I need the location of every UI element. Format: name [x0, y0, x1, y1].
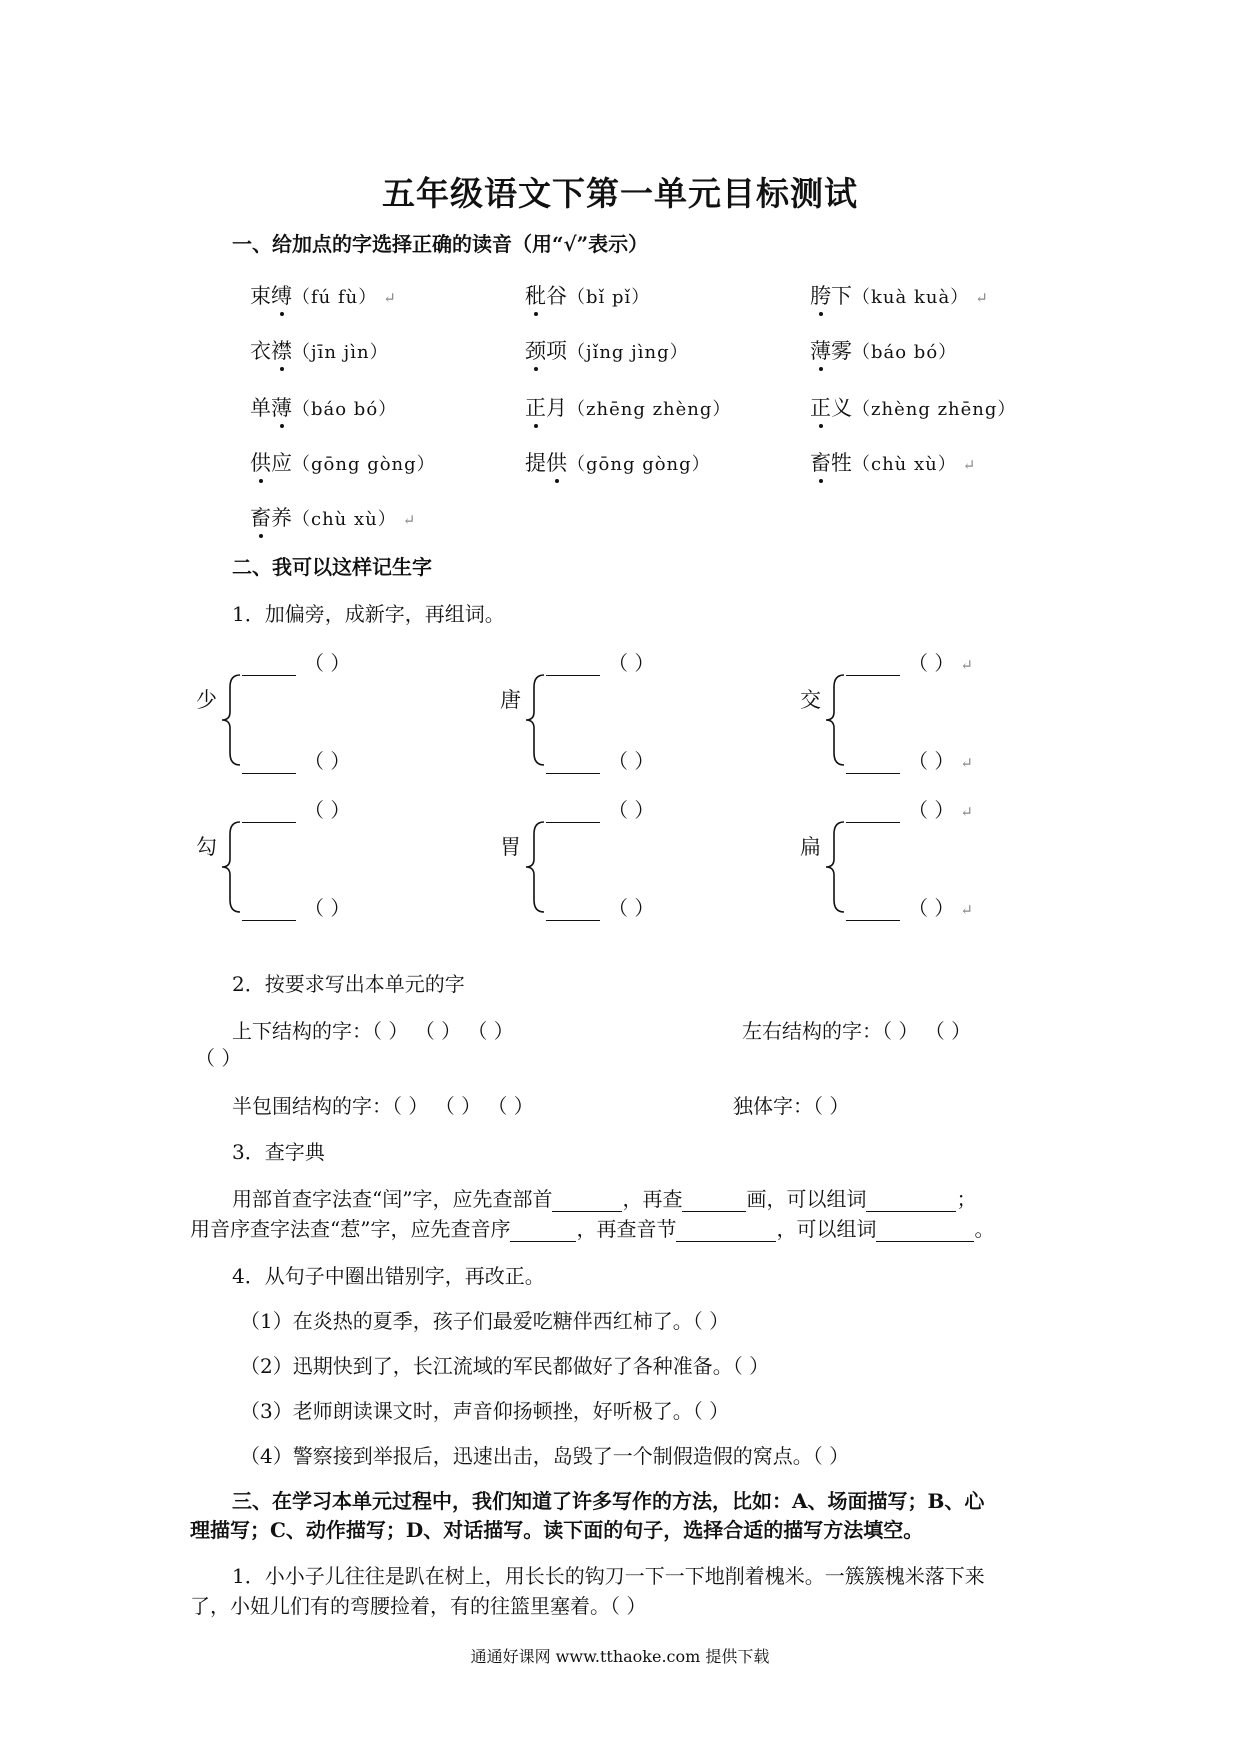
- question-2-4: 4．从句子中圈出错别字，再改正。: [232, 1264, 545, 1288]
- brace-answer-row: [846, 745, 973, 774]
- pinyin-options[interactable]: （báo bó）: [852, 342, 958, 363]
- pinyin-options[interactable]: （jǐng jìng）: [567, 342, 689, 363]
- dictionary-text: 用音序查字法查“惹”字，应先查音序: [190, 1217, 511, 1241]
- brace-answer-row: [846, 892, 973, 921]
- brace-answer-row: [242, 892, 350, 921]
- typo-sentence-2: （2）迅期快到了，长江流域的军民都做好了各种准备。（ ）: [240, 1354, 770, 1378]
- structure-halfsurround: 半包围结构的字：（ ） （ ） （ ）: [232, 1094, 534, 1118]
- blank-syllable[interactable]: [676, 1221, 776, 1242]
- return-mark-icon: ↵: [960, 803, 973, 821]
- structure-leftright: 左右结构的字：（ ） （ ）: [742, 1019, 972, 1043]
- word-char: 束: [250, 284, 271, 308]
- dotted-char: 秕: [525, 284, 546, 308]
- blank-word[interactable]: [876, 1221, 974, 1242]
- curly-brace: [826, 675, 844, 765]
- dotted-char: 薄: [810, 339, 831, 363]
- typo-sentence-4: （4）警察接到举报后，迅速出击，岛毁了一个制假造假的窝点。（ ）: [240, 1444, 850, 1468]
- new-character-blank[interactable]: [846, 900, 900, 921]
- blank-strokes[interactable]: [682, 1191, 746, 1212]
- section3-question-1-line1: 1．小小子儿往往是趴在树上，用长长的钩刀一下一下地削着槐米。一簇簇槐米落下来: [232, 1564, 985, 1588]
- return-mark-icon: ↵: [960, 656, 973, 674]
- blank-radical[interactable]: [552, 1191, 622, 1212]
- blank-word[interactable]: [866, 1191, 956, 1212]
- dictionary-line-1: [232, 1183, 976, 1212]
- dotted-char: 畜: [810, 451, 831, 475]
- new-character-blank[interactable]: [846, 655, 900, 676]
- dictionary-text: 用部首查字法查“闰”字，应先查部首: [232, 1187, 553, 1211]
- structure-updown: 上下结构的字：（ ） （ ） （ ）: [232, 1019, 514, 1043]
- typo-sentence-1: （1）在炎热的夏季，孩子们最爱吃糖伴西红柿了。（ ）: [240, 1309, 730, 1333]
- dotted-char: 胯: [810, 284, 831, 308]
- pinyin-options[interactable]: （fú fù）: [292, 287, 378, 308]
- dotted-char: 供: [546, 451, 567, 475]
- pinyin-options[interactable]: （chù xù）: [852, 454, 957, 475]
- base-character: 唐: [500, 688, 521, 712]
- word-paren[interactable]: （ ）: [304, 798, 351, 822]
- pinyin-options[interactable]: （zhèng zhēng）: [852, 399, 1017, 420]
- word-char: 养: [271, 506, 292, 530]
- return-mark-icon: ↵: [402, 511, 416, 529]
- return-mark-icon: ↵: [962, 456, 976, 474]
- curly-brace: [222, 675, 240, 765]
- word-paren[interactable]: （ ）: [608, 896, 655, 920]
- base-character: 少: [196, 688, 217, 712]
- word-paren[interactable]: （ ）: [608, 651, 655, 675]
- return-mark-icon: ↵: [383, 289, 396, 307]
- question-2-1: 1．加偏旁，成新字，再组词。: [232, 602, 505, 626]
- new-character-blank[interactable]: [546, 753, 600, 774]
- base-character: 勾: [196, 835, 217, 859]
- new-character-blank[interactable]: [242, 655, 296, 676]
- word-paren[interactable]: （ ）: [608, 798, 655, 822]
- new-character-blank[interactable]: [546, 655, 600, 676]
- brace-answer-row: [546, 892, 654, 921]
- dictionary-text: ，再查音节: [576, 1217, 677, 1241]
- curly-brace: [222, 822, 240, 912]
- pinyin-options[interactable]: （gōng gòng）: [567, 454, 711, 475]
- pinyin-options[interactable]: （chù xù）: [292, 509, 397, 530]
- brace-answer-row: [242, 745, 350, 774]
- structure-leftright-extra: （ ）: [195, 1046, 242, 1070]
- word-paren[interactable]: （ ）: [908, 798, 955, 822]
- new-character-blank[interactable]: [242, 753, 296, 774]
- dotted-char: 缚: [271, 284, 292, 308]
- base-character: 胃: [500, 835, 521, 859]
- pinyin-options[interactable]: （jīn jìn）: [292, 342, 389, 363]
- typo-sentence-3: （3）老师朗读课文时，声音仰扬顿挫，好听极了。（ ）: [240, 1399, 730, 1423]
- dictionary-text: 。: [974, 1217, 995, 1241]
- section1-heading: 一、给加点的字选择正确的读音（用“√”表示）: [232, 232, 649, 256]
- dotted-char: 正: [810, 396, 831, 420]
- base-character: 扁: [800, 835, 821, 859]
- word-char: 提: [525, 451, 546, 475]
- curly-brace: [526, 675, 544, 765]
- pinyin-options[interactable]: （zhēng zhèng）: [567, 399, 732, 420]
- pinyin-options[interactable]: （bǐ pǐ）: [567, 287, 651, 308]
- new-character-blank[interactable]: [242, 900, 296, 921]
- word-char: 谷: [546, 284, 567, 308]
- new-character-blank[interactable]: [546, 802, 600, 823]
- dotted-char: 薄: [271, 396, 292, 420]
- dictionary-text: ，再查: [622, 1187, 683, 1211]
- dotted-char: 襟: [271, 339, 292, 363]
- section3-heading-line1: 三、在学习本单元过程中，我们知道了许多写作的方法，比如：A、场面描写；B、心: [232, 1489, 985, 1513]
- word-char: 月: [546, 396, 567, 420]
- dictionary-text: 画，可以组词: [746, 1187, 867, 1211]
- question-2-3: 3．查字典: [232, 1140, 325, 1164]
- dotted-char: 正: [525, 396, 546, 420]
- pinyin-options[interactable]: （kuà kuà）: [852, 287, 970, 308]
- structure-single: 独体字：（ ）: [733, 1094, 850, 1118]
- word-char: 项: [546, 339, 567, 363]
- return-mark-icon: ↵: [960, 754, 973, 772]
- section3-heading-line2: 理描写；C、动作描写；D、对话描写。读下面的句子，选择合适的描写方法填空。: [190, 1518, 924, 1542]
- page-footer: 通通好课网 www.tthaoke.com 提供下载: [470, 1647, 770, 1666]
- dictionary-line-2: [190, 1213, 994, 1242]
- return-mark-icon: ↵: [975, 289, 988, 307]
- pinyin-options[interactable]: （báo bó）: [292, 399, 398, 420]
- dotted-char: 畜: [250, 506, 271, 530]
- question-2-2: 2．按要求写出本单元的字: [232, 972, 465, 996]
- section3-question-1-line2: 了，小妞儿们有的弯腰捡着，有的往篮里塞着。（ ）: [190, 1594, 647, 1618]
- word-char: 应: [271, 451, 292, 475]
- brace-answer-row: [546, 745, 654, 774]
- return-mark-icon: ↵: [960, 901, 973, 919]
- word-paren[interactable]: （ ）: [304, 896, 351, 920]
- section2-heading: 二、我可以这样记生字: [232, 555, 432, 579]
- brace-answer-row: [546, 647, 654, 676]
- dotted-char: 供: [250, 451, 271, 475]
- word-paren[interactable]: （ ）: [908, 651, 955, 675]
- new-character-blank[interactable]: [846, 753, 900, 774]
- curly-brace: [826, 822, 844, 912]
- word-char: 雾: [831, 339, 852, 363]
- word-char: 牲: [831, 451, 852, 475]
- word-char: 单: [250, 396, 271, 420]
- dictionary-text: ，可以组词: [776, 1217, 877, 1241]
- base-character: 交: [800, 688, 821, 712]
- dictionary-text: ；: [956, 1187, 977, 1211]
- pinyin-options[interactable]: （gōng gòng）: [292, 454, 436, 475]
- brace-answer-row: [846, 647, 973, 676]
- word-paren[interactable]: （ ）: [304, 749, 351, 773]
- word-char: 下: [831, 284, 852, 308]
- word-paren[interactable]: （ ）: [908, 896, 955, 920]
- brace-answer-row: [242, 794, 350, 823]
- blank-letter[interactable]: [510, 1221, 576, 1242]
- word-paren[interactable]: （ ）: [304, 651, 351, 675]
- word-char: 衣: [250, 339, 271, 363]
- new-character-blank[interactable]: [546, 900, 600, 921]
- word-char: 义: [831, 396, 852, 420]
- word-paren[interactable]: （ ）: [608, 749, 655, 773]
- brace-answer-row: [242, 647, 350, 676]
- word-paren[interactable]: （ ）: [908, 749, 955, 773]
- new-character-blank[interactable]: [846, 802, 900, 823]
- curly-brace: [526, 822, 544, 912]
- brace-answer-row: [846, 794, 973, 823]
- brace-answer-row: [546, 794, 654, 823]
- new-character-blank[interactable]: [242, 802, 296, 823]
- page-title: 五年级语文下第一单元目标测试: [382, 174, 858, 213]
- dotted-char: 颈: [525, 339, 546, 363]
